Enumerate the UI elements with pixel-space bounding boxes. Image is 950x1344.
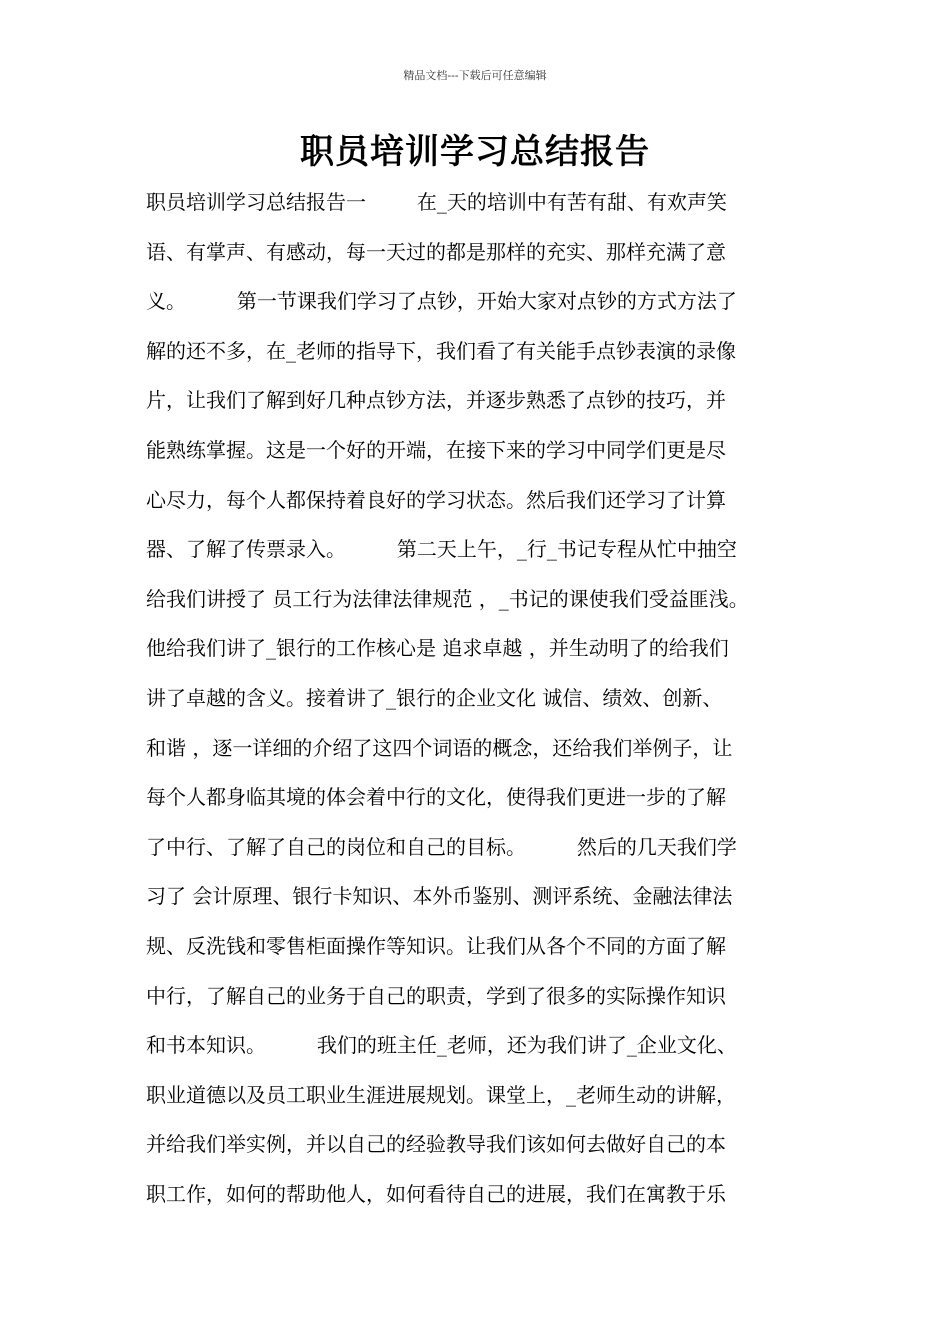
body-line: 规、反洗钱和零售柜面操作等知识。让我们从各个不同的方面了解 (146, 933, 726, 958)
body-line: 能熟练掌握。这是一个好的开端，在接下来的学习中同学们更是尽 (146, 437, 726, 462)
body-line: 心尽力，每个人都保持着良好的学习状态。然后我们还学习了计算 (146, 487, 726, 512)
body-line: 义。 第一节课我们学习了点钞，开始大家对点钞的方式方法了 (146, 289, 737, 314)
body-line: 讲了卓越的含义。接着讲了_银行的企业文化 诚信、绩效、创新、 (146, 685, 723, 710)
body-line: 和谐 ，逐一详细的介绍了这四个词语的概念，还给我们举例子，让 (146, 735, 733, 760)
body-line: 解的还不多，在_老师的指导下，我们看了有关能手点钞表演的录像 (146, 338, 736, 363)
body-line: 习了 会计原理、银行卡知识、本外币鉴别、测评系统、金融法律法 (146, 884, 733, 909)
body-line: 语、有掌声、有感动，每一天过的都是那样的充实、那样充满了意 (146, 239, 726, 264)
body-line: 和书本知识。 我们的班主任_老师，还为我们讲了_企业文化、 (146, 1033, 737, 1058)
body-line: 了中行、了解了自己的岗位和自己的目标。 然后的几天我们学 (146, 834, 737, 859)
body-line: 中行，了解自己的业务于自己的职责，学到了很多的实际操作知识 (146, 983, 726, 1008)
body-line: 每个人都身临其境的体会着中行的文化，使得我们更进一步的了解 (146, 785, 726, 810)
body-line: 给我们讲授了 员工行为法律法律规范 ，_书记的课使我们受益匪浅。 (146, 586, 749, 611)
document-title: 职员培训学习总结报告 (300, 132, 650, 172)
body-line: 职业道德以及员工职业生涯进展规划。课堂上，_老师生动的讲解， (146, 1082, 736, 1107)
page-header-note: 精品文档---下载后可任意编辑 (403, 69, 547, 82)
document-body (146, 178, 826, 1219)
body-line: 他给我们讲了_银行的工作核心是 追求卓越 ，并生动明了的给我们 (146, 636, 729, 661)
body-line: 职工作，如何的帮助他人，如何看待自己的进展，我们在寓教于乐 (146, 1181, 726, 1206)
body-line: 器、了解了传票录入。 第二天上午，_行_书记专程从忙中抽空 (146, 537, 737, 562)
body-line: 职员培训学习总结报告一 在_天的培训中有苦有甜、有欢声笑 (146, 190, 727, 214)
body-line: 并给我们举实例，并以自己的经验教导我们该如何去做好自己的本 (146, 1132, 726, 1157)
body-line: 片，让我们了解到好几种点钞方法，并逐步熟悉了点钞的技巧，并 (146, 388, 726, 413)
